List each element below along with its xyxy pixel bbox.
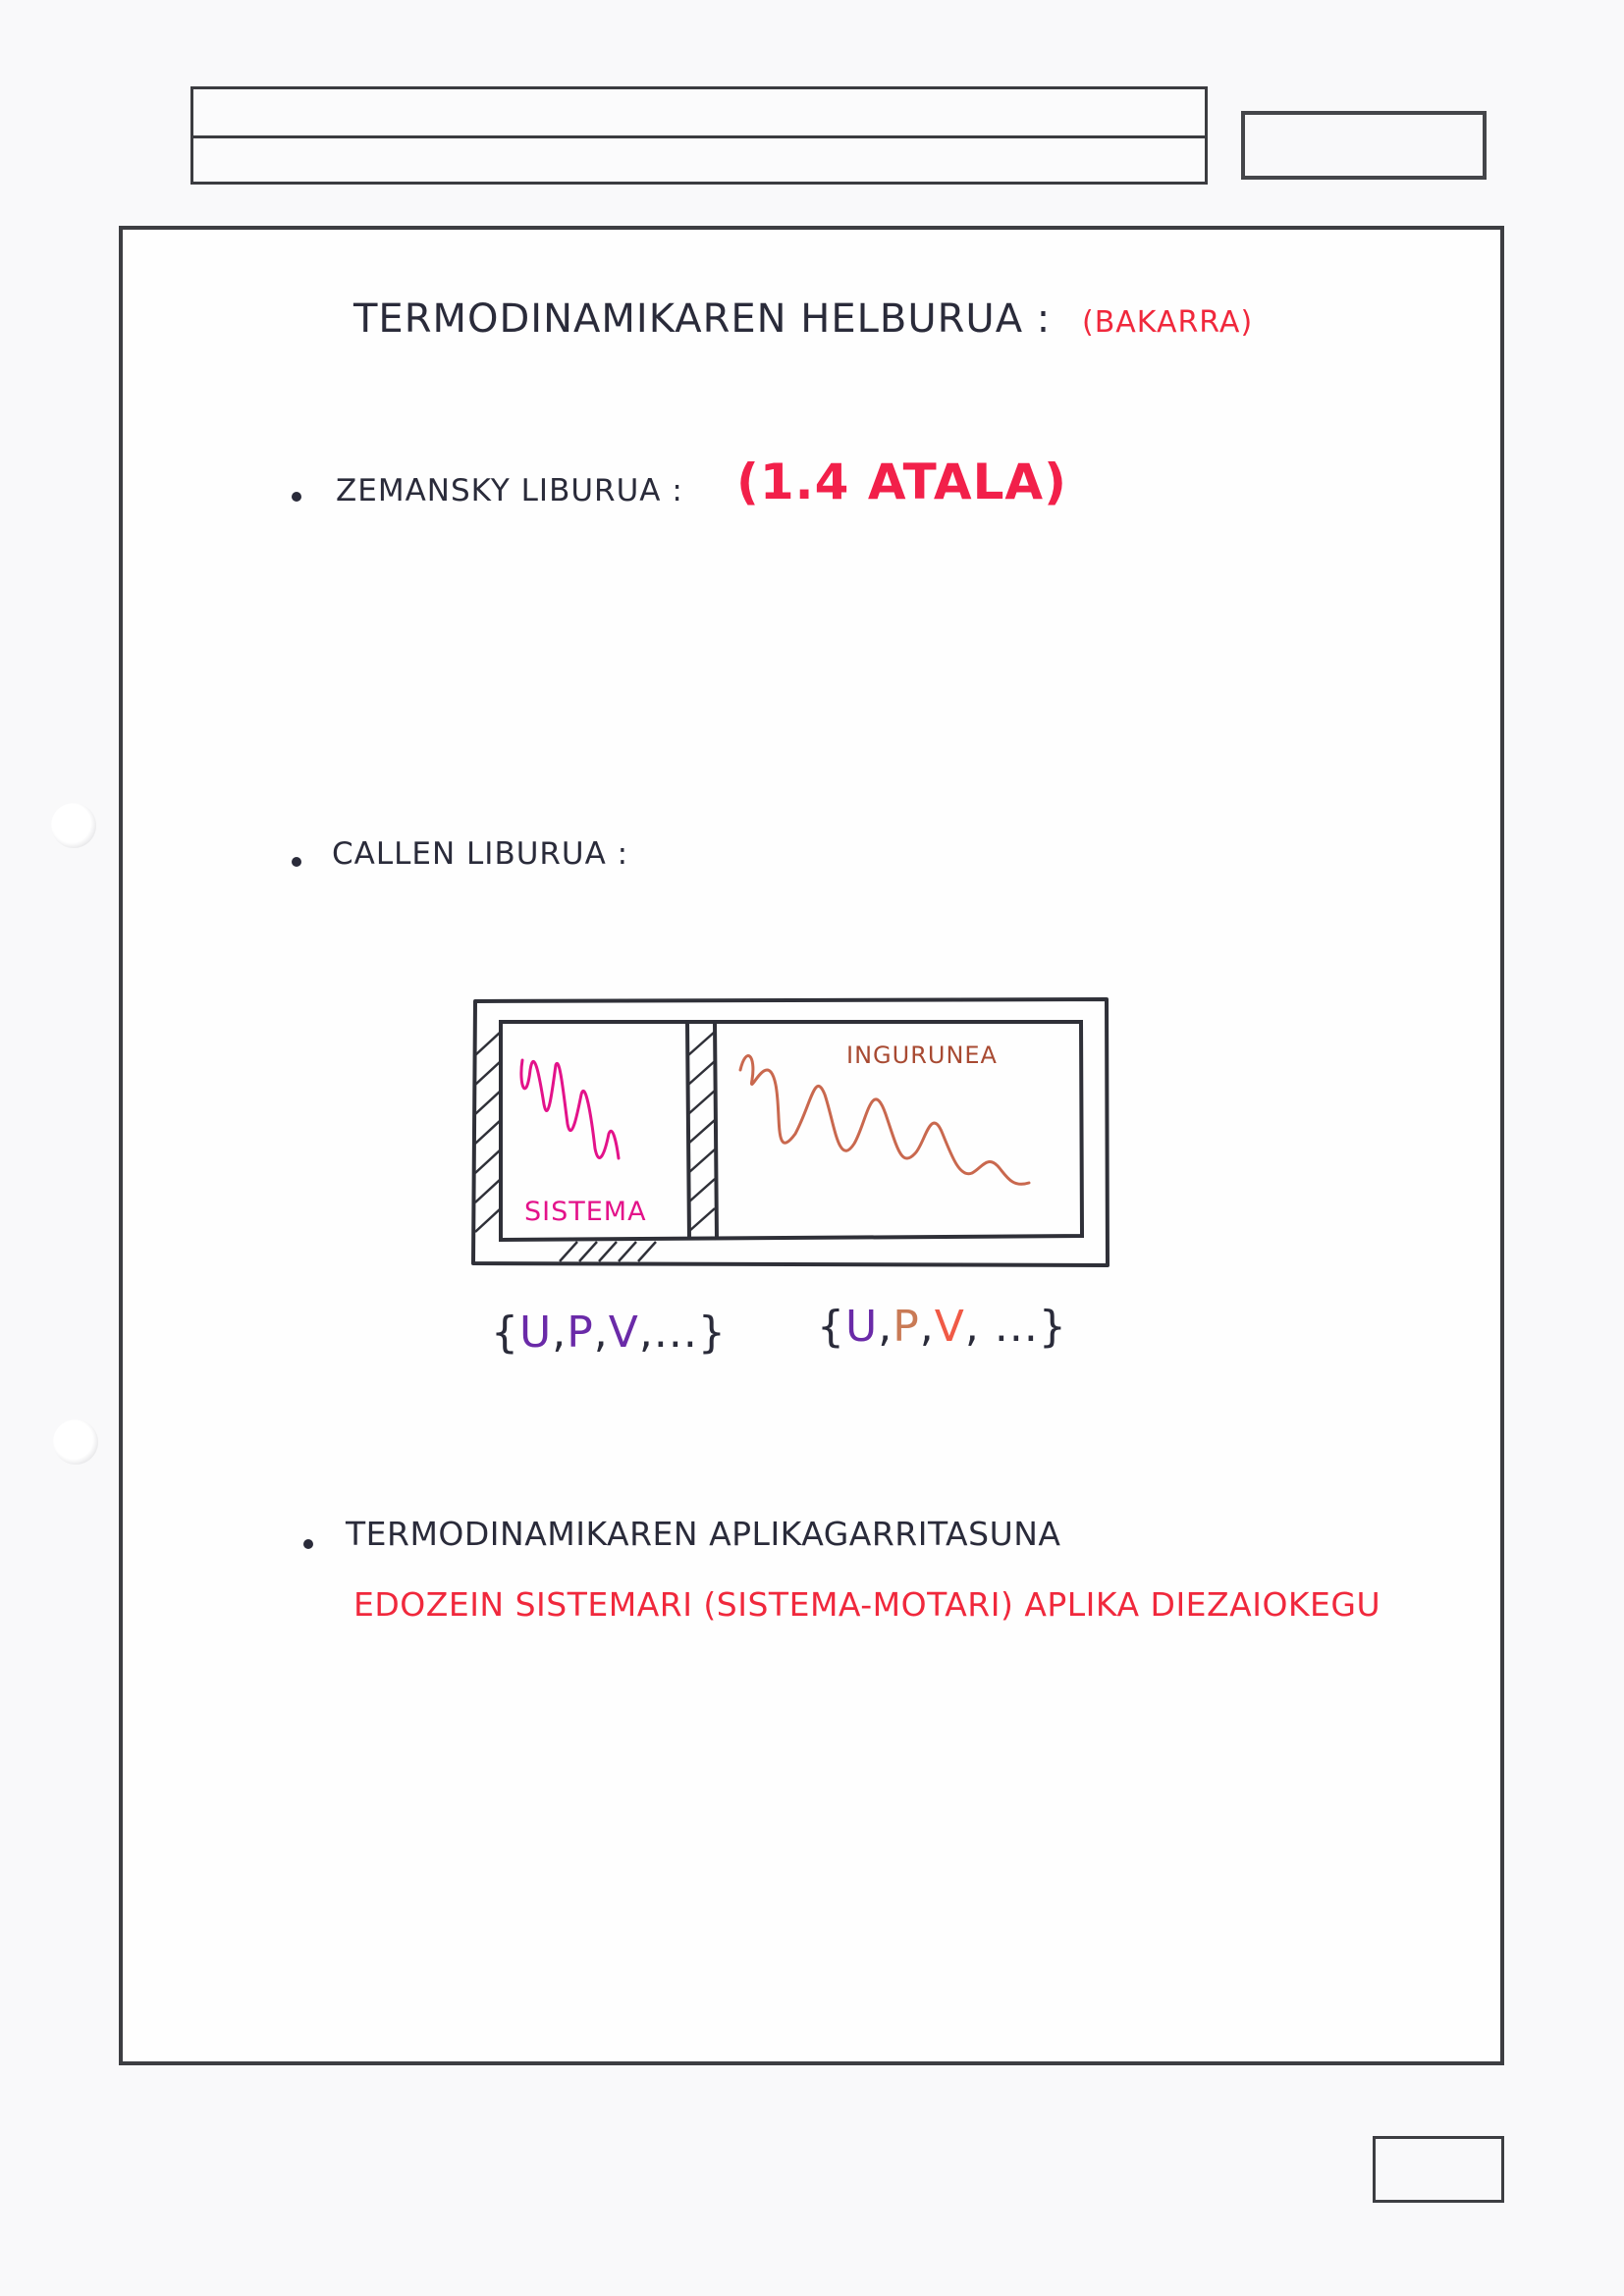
punch-hole-upper [51,803,96,848]
system-vars-open-brace: { [491,1308,519,1358]
surr-vars-close-brace: } [1038,1302,1067,1352]
system-var-u: U [519,1308,553,1358]
system-squiggle [521,1060,619,1158]
callen-label: CALLEN LIBURUA : [332,836,629,872]
system-var-p: P [567,1308,594,1358]
partition-hatching [688,1032,715,1232]
surroundings-variables [817,1302,1067,1352]
bullet-callen [292,857,301,867]
zemansky-label: ZEMANSKY LIBURUA : [336,473,683,508]
header-divider [193,135,1205,138]
surroundings-label: INGURUNEA [846,1041,998,1069]
bullet-applicability [303,1539,313,1549]
surr-var-v: V [934,1302,965,1352]
bullet-zemansky [292,492,301,502]
surr-var-p: P [893,1302,920,1352]
page-number-box [1373,2136,1504,2203]
surr-vars-open-brace: { [817,1302,845,1352]
system-var-sep1: , [552,1308,568,1358]
system-var-sep2: , [593,1308,609,1358]
top-right-box [1241,111,1487,180]
surr-var-u: U [845,1302,879,1352]
surr-var-sep2: , [919,1302,935,1352]
applicability-label: TERMODINAMIKAREN APLIKAGARRITASUNA [346,1515,1061,1553]
page-title [353,296,1253,342]
zemansky-reference: (1.4 ATALA) [736,454,1067,510]
surr-var-sep1: , [878,1302,893,1352]
surroundings-squiggle [740,1056,1029,1185]
title-note: (BAKARRA) [1081,305,1254,340]
system-label: SISTEMA [524,1197,647,1227]
header-fields-box [190,86,1208,185]
system-vars-rest: ,... [638,1308,698,1358]
applicability-note: EDOZEIN SISTEMARI (SISTEMA-MOTARI) APLIKA DIEZAIOKEGU [353,1585,1381,1624]
system-surroundings-diagram [461,987,1119,1281]
system-vars-close-brace: } [697,1308,727,1358]
left-wall-hatching [475,1032,501,1232]
system-var-v: V [608,1308,639,1358]
surr-vars-rest: , ... [964,1302,1039,1352]
punch-hole-lower [53,1419,98,1465]
bottom-wall-hatching [560,1242,656,1261]
system-variables [491,1308,727,1358]
title-text: TERMODINAMIKAREN HELBURUA : [353,296,1052,342]
